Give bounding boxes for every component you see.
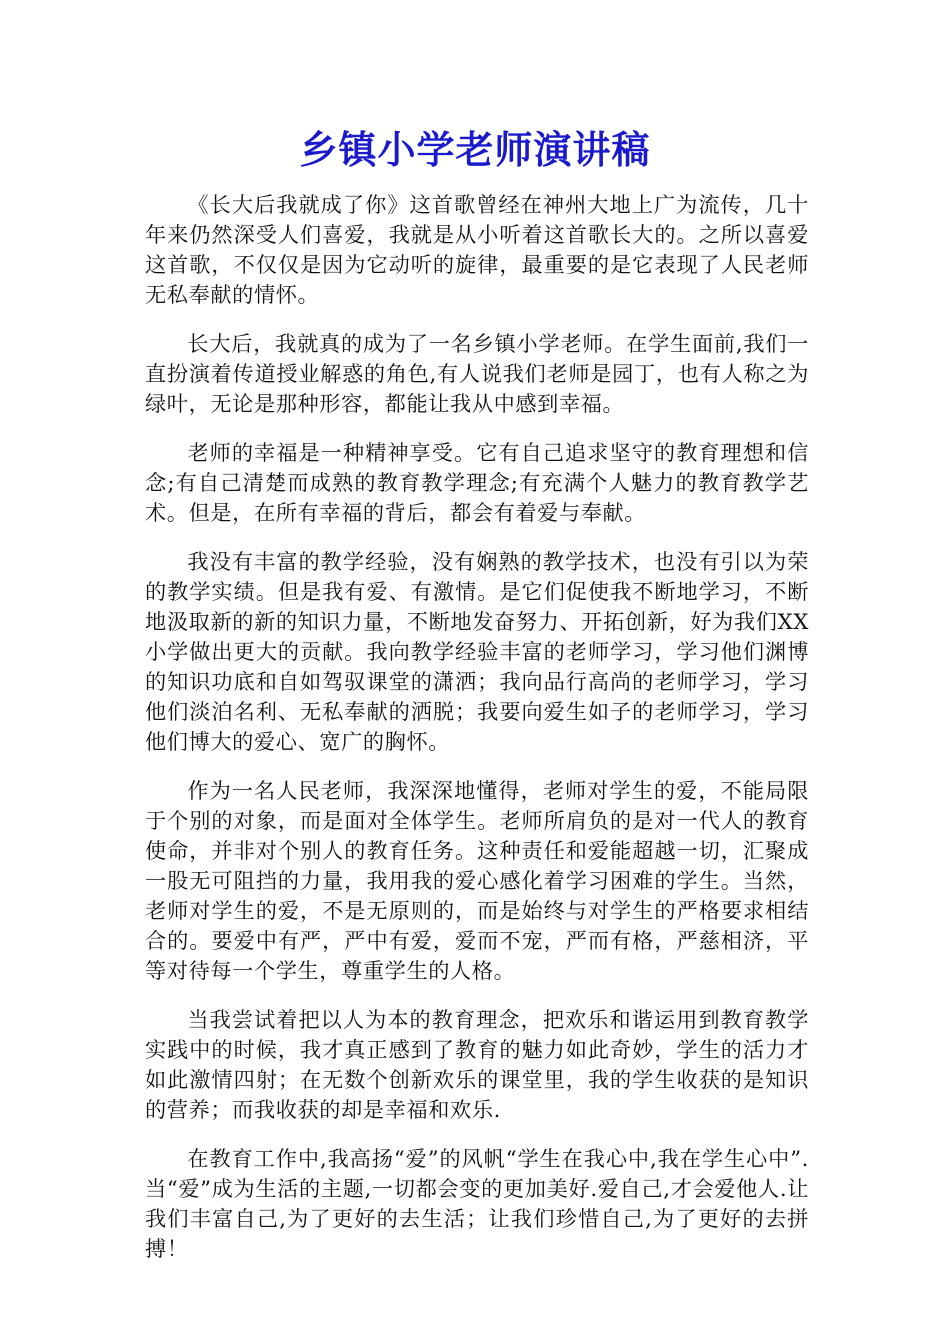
document-body: [145, 190, 809, 1283]
paragraph: 我没有丰富的教学经验，没有娴熟的教学技术，也没有引以为荣的教学实绩。但是我有爱、有激情。是它们促使我不断地学习，不断地汲取新的新的知识力量，不断地发奋努力、开拓创新，好为我们XX小学做出更大的贡献。我向教学经验丰富的老师学习，学习他们渊博的知识功底和自如驾驭课堂的潇洒；我向品行高尚的老师学习，学习他们淡泊名利、无私奉献的洒脱；我要向爱生如子的老师学习，学习他们博大的爱心、宽广的胸怀。: [145, 549, 809, 754]
paragraph: 老师的幸福是一种精神享受。它有自己追求坚守的教育理想和信念;有自己清楚而成熟的教育教学理念;有充满个人魅力的教育教学艺术。但是，在所有幸福的背后，都会有着爱与奉献。: [145, 440, 809, 525]
paragraph: 长大后，我就真的成为了一名乡镇小学老师。在学生面前,我们一直扮演着传道授业解惑的角色,有人说我们老师是园丁，也有人称之为绿叶，无论是那种形容，都能让我从中感到幸福。: [145, 331, 809, 416]
paragraph: 《长大后我就成了你》这首歌曾经在神州大地上广为流传，几十年来仍然深受人们喜爱，我就是从小听着这首歌长大的。之所以喜爱这首歌，不仅仅是因为它动听的旋律，最重要的是它表现了人民老师无私奉献的情怀。: [145, 192, 809, 307]
paragraph: 作为一名人民老师，我深深地懂得，老师对学生的爱，不能局限于个别的对象，而是面对全体学生。老师所肩负的是对一代人的教育使命，并非对个别人的教育任务。这种责任和爱能超越一切，汇聚成一股无可阻挡的力量，我用我的爱心感化着学习困难的学生。当然，老师对学生的爱，不是无原则的，而是始终与对学生的严格要求相结合的。要爱中有严，严中有爱，爱而不宠，严而有格，严慈相济，平等对待每一个学生，尊重学生的人格。: [145, 778, 809, 983]
document-title: 乡镇小学老师演讲稿: [299, 128, 651, 172]
paragraph: 当我尝试着把以人为本的教育理念，把欢乐和谐运用到教育教学实践中的时候，我才真正感到了教育的魅力如此奇妙，学生的活力才如此激情四射；在无数个创新欢乐的课堂里，我的学生收获的是知识的营养；而我收获的却是幸福和欢乐.: [145, 1007, 809, 1122]
paragraph: 在教育工作中,我高扬“爱”的风帆“学生在我心中,我在学生心中”.当“爱”成为生活的主题,一切都会变的更加美好.爱自己,才会爱他人.让我们丰富自己,为了更好的去生活；让我们珍惜自己,为了更好的去拼搏！: [145, 1146, 809, 1261]
